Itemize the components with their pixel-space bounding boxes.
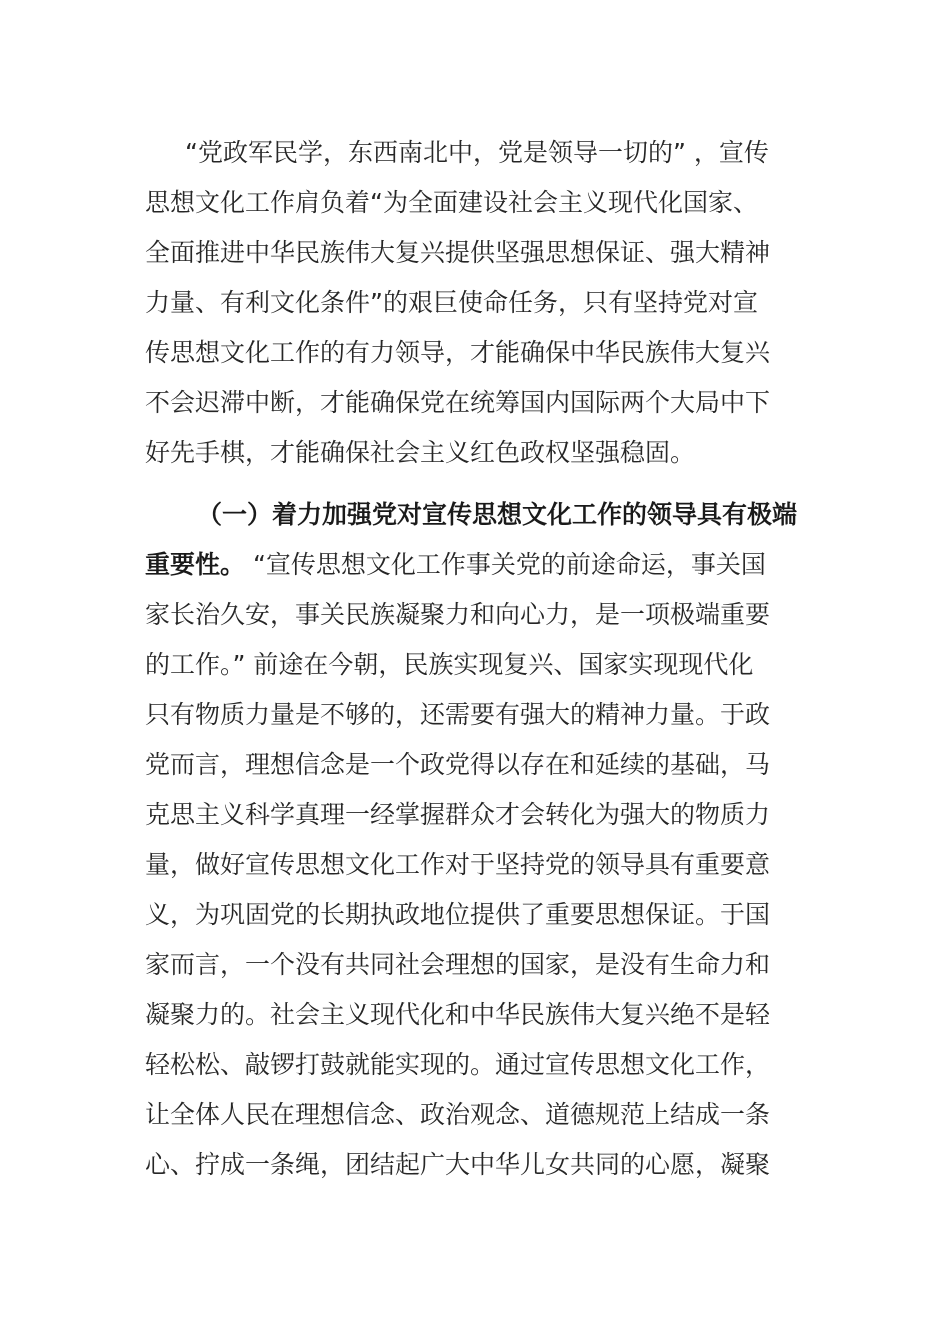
paragraph-line: 克思主义科学真理一经掌握群众才会转化为强大的物质力 [145,800,771,829]
paragraph-intro [145,128,807,478]
paragraph-line: 不会迟滞中断，才能确保党在统筹国内国际两个大局中下 [145,388,771,417]
section-heading: （一）着力加强党对宣传思想文化工作的领导具有极端 [197,500,798,529]
paragraph-section-one [145,490,807,1190]
paragraph-line: 义，为巩固党的长期执政地位提供了重要思想保证。于国 [145,900,771,929]
paragraph-line: 全面推进中华民族伟大复兴提供坚强思想保证、强大精神 [145,238,771,267]
paragraph-line: 只有物质力量是不够的，还需要有强大的精神力量。于政 [145,700,771,729]
paragraph-line: 党而言，理想信念是一个政党得以存在和延续的基础，马 [145,750,771,779]
paragraph-line: 家而言，一个没有共同社会理想的国家，是没有生命力和 [145,950,771,979]
quote-start: “宣传思想文化工作事关党的前途命运，事关国 [245,550,766,579]
paragraph-line: 轻松松、敲锣打鼓就能实现的。通过宣传思想文化工作， [145,1050,771,1079]
paragraph-line: 量，做好宣传思想文化工作对于坚持党的领导具有重要意 [145,850,771,879]
paragraph-line: 让全体人民在理想信念、政治观念、道德规范上结成一条 [145,1100,771,1129]
paragraph-line: 的工作。” 前途在今朝，民族实现复兴、国家实现现代化 [145,650,754,679]
paragraph-line: “党政军民学，东西南北中，党是领导一切的” ，宣传 [185,138,769,167]
paragraph-line: 家长治久安，事关民族凝聚力和向心力，是一项极端重要 [145,600,771,629]
paragraph-line: 好先手棋，才能确保社会主义红色政权坚强稳固。 [145,438,696,467]
paragraph-spacer [145,478,807,490]
paragraph-line: 心、拧成一条绳，团结起广大中华儿女共同的心愿，凝聚 [145,1150,771,1179]
paragraph-line: 传思想文化工作的有力领导，才能确保中华民族伟大复兴 [145,338,771,367]
paragraph-line: 力量、有利文化条件”的艰巨使命任务，只有坚持党对宣 [145,288,758,317]
paragraph-line [145,540,807,590]
paragraph-line: 思想文化工作肩负着“为全面建设社会主义现代化国家、 [145,188,758,217]
section-heading-end: 重要性。 [145,550,246,579]
document-body [145,128,807,1190]
paragraph-line: 凝聚力的。社会主义现代化和中华民族伟大复兴绝不是轻 [145,1000,771,1029]
